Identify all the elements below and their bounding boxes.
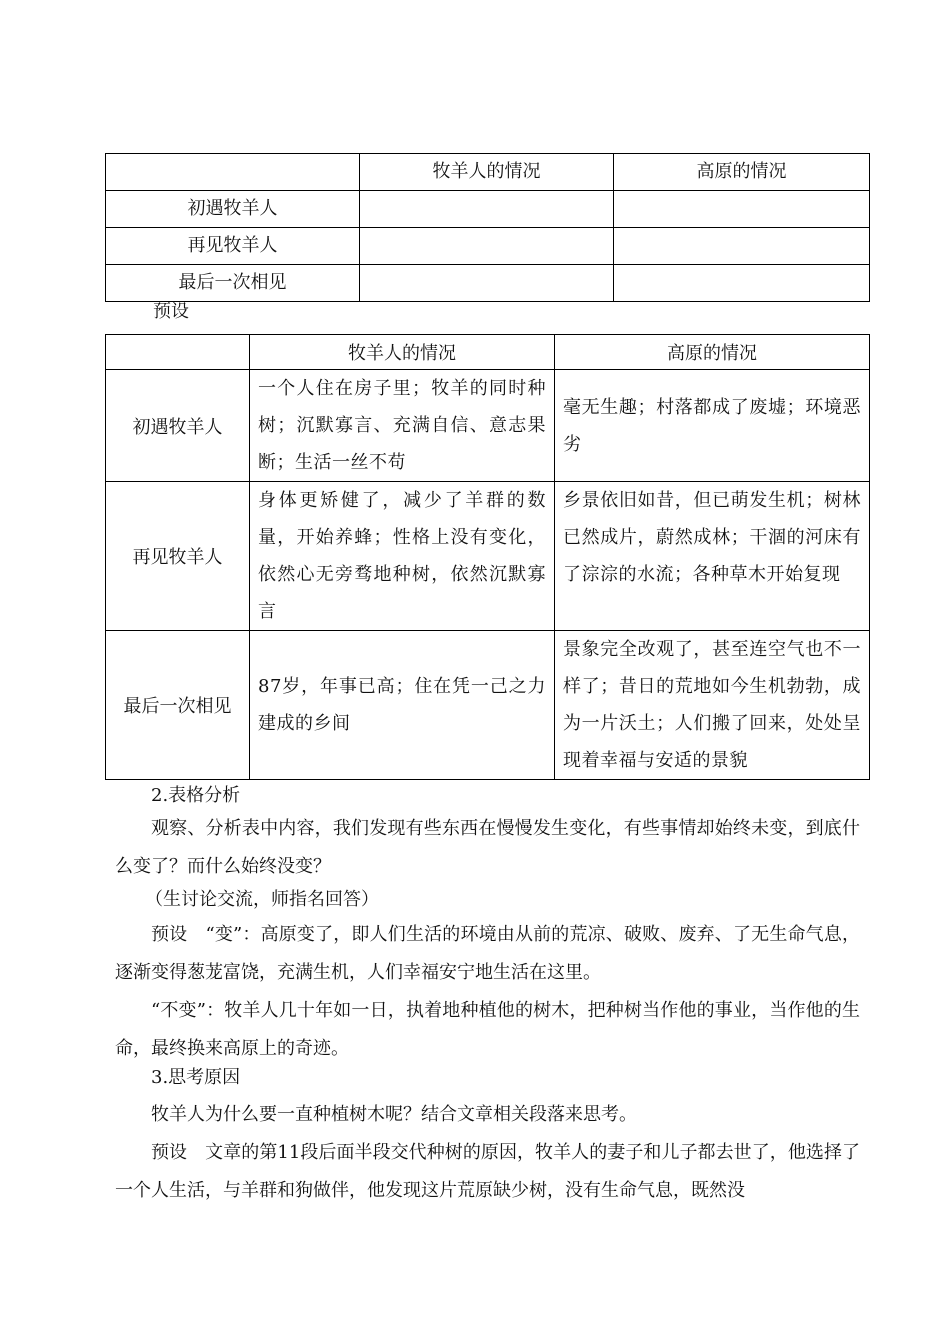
section-2-note: （生讨论交流，师指名回答） <box>145 889 379 910</box>
preset-comparison-table <box>105 334 870 780</box>
section-3-heading: 3.思考原因 <box>151 1067 241 1088</box>
shepherd-cell: 87岁，年事已高；住在凭一己之力建成的乡间 <box>250 631 555 780</box>
row-label: 再见牧羊人 <box>106 482 250 631</box>
preset-label: 预设 <box>153 301 189 322</box>
table-row <box>106 265 870 302</box>
shepherd-cell <box>360 265 614 302</box>
section-2-heading: 2.表格分析 <box>151 785 241 806</box>
table-header-row <box>106 154 870 191</box>
plateau-cell <box>614 191 870 228</box>
shepherd-cell: 身体更矫健了，减少了羊群的数量，开始养蜂；性格上没有变化，依然心无旁骛地种树，依然沉默寡言 <box>250 482 555 631</box>
plateau-cell: 乡景依旧如昔，但已萌发生机；树林已然成片，蔚然成林；干涸的河床有了淙淙的水流；各种草木开始复现 <box>555 482 870 631</box>
table-header-empty <box>106 154 360 191</box>
table-row <box>106 370 870 482</box>
blank-comparison-table <box>105 153 870 302</box>
table-row <box>106 631 870 780</box>
table-row <box>106 228 870 265</box>
plateau-cell: 毫无生趣；村落都成了废墟；环境恶劣 <box>555 370 870 482</box>
section-3-question: 牧羊人为什么要一直种植树木呢？结合文章相关段落来思考。 <box>151 1104 637 1125</box>
row-label: 初遇牧羊人 <box>106 191 360 228</box>
shepherd-cell <box>360 191 614 228</box>
table-header-row <box>106 335 870 370</box>
row-label: 最后一次相见 <box>106 631 250 780</box>
table-row <box>106 191 870 228</box>
table-row <box>106 482 870 631</box>
section-2-question: 观察、分析表中内容，我们发现有些东西在慢慢发生变化，有些事情却始终未变，到底什么变了？而什么始终没变？ <box>115 818 860 877</box>
row-label: 最后一次相见 <box>106 265 360 302</box>
table-header-plateau: 高原的情况 <box>614 154 870 191</box>
row-label: 再见牧羊人 <box>106 228 360 265</box>
table-header-shepherd: 牧羊人的情况 <box>360 154 614 191</box>
plateau-cell <box>614 228 870 265</box>
shepherd-cell <box>360 228 614 265</box>
section-2-preset-change: 预设 “变”：高原变了，即人们生活的环境由从前的荒凉、破败、废弃、了无生命气息，逐渐变得葱茏富饶，充满生机，人们幸福安宁地生活在这里。 <box>115 924 860 983</box>
plateau-cell: 景象完全改观了，甚至连空气也不一样了；昔日的荒地如今生机勃勃，成为一片沃土；人们搬了回来，处处呈现着幸福与安适的景貌 <box>555 631 870 780</box>
table-header-plateau: 高原的情况 <box>555 335 870 370</box>
row-label: 初遇牧羊人 <box>106 370 250 482</box>
plateau-cell <box>614 265 870 302</box>
table-header-shepherd: 牧羊人的情况 <box>250 335 555 370</box>
section-3-preset: 预设 文章的第11段后面半段交代种树的原因，牧羊人的妻子和儿子都去世了，他选择了一个人生活，与羊群和狗做伴，他发现这片荒原缺少树，没有生命气息，既然没 <box>115 1142 860 1201</box>
table-header-empty <box>106 335 250 370</box>
shepherd-cell: 一个人住在房子里；牧羊的同时种树；沉默寡言、充满自信、意志果断；生活一丝不苟 <box>250 370 555 482</box>
section-2-preset-unchanged: “不变”：牧羊人几十年如一日，执着地种植他的树木，把种树当作他的事业，当作他的生命，最终换来高原上的奇迹。 <box>115 1000 860 1059</box>
